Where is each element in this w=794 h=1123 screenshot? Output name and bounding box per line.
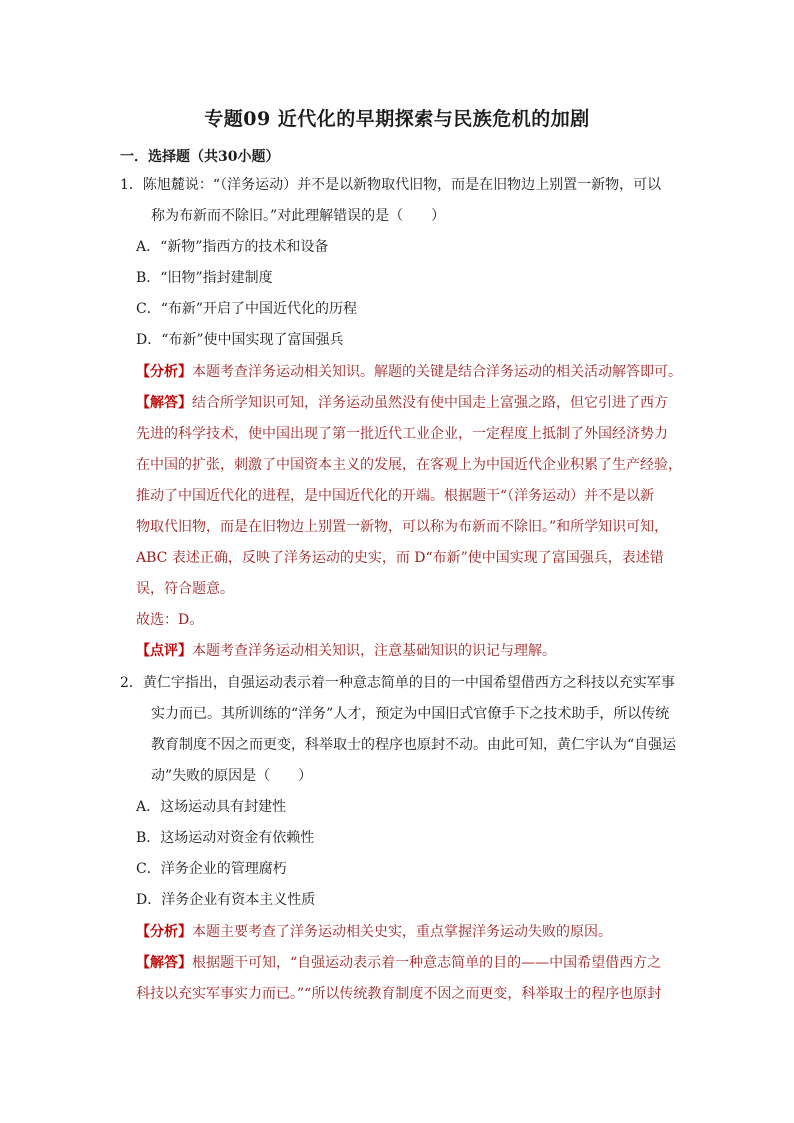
question-1-solution-line-4: 推动了中国近代化的进程，是中国近代化的开端。根据题干“（洋务运动）并不是以新 bbox=[136, 488, 655, 504]
solution-tag: 【解答】 bbox=[136, 395, 192, 411]
question-2-option-a: A．这场运动具有封建性 bbox=[136, 799, 287, 815]
section-heading: 一．选择题（共30小题） bbox=[120, 149, 280, 165]
question-1-solution-line-7: 误，符合题意。 bbox=[136, 581, 234, 597]
question-1-option-c: C．“布新”开启了中国近代化的历程 bbox=[136, 301, 358, 317]
analysis-tag: 【分析】 bbox=[136, 924, 192, 940]
comment-tag: 【点评】 bbox=[136, 643, 192, 659]
question-1-comment: 【点评】本题考查洋务运动相关知识，注意基础知识的识记与理解。 bbox=[136, 643, 556, 659]
question-1-solution-line-2: 先进的科学技术，使中国出现了第一批近代工业企业，一定程度上抵制了外国经济势力 bbox=[136, 426, 668, 442]
question-2-solution-line-1: 【解答】根据题干可知，“自强运动表示着一种意志简单的目的——中国希望借西方之 bbox=[136, 955, 662, 971]
question-2-option-c: C．洋务企业的管理腐朽 bbox=[136, 861, 287, 877]
question-1-solution-line-1: 【解答】结合所学知识可知，洋务运动虽然没有使中国走上富强之路，但它引进了西方 bbox=[136, 395, 668, 411]
analysis-tag: 【分析】 bbox=[136, 364, 192, 380]
question-number: 1． bbox=[120, 177, 143, 193]
question-2-option-b: B．这场运动对资金有依赖性 bbox=[136, 830, 315, 846]
question-1-option-d: D．“布新”使中国实现了富国强兵 bbox=[136, 332, 344, 348]
question-1-option-b: B．“旧物”指封建制度 bbox=[136, 270, 273, 286]
question-number: 2． bbox=[120, 675, 143, 691]
question-1-solution-line-5: 物取代旧物，而是在旧物边上别置一新物，可以称为布新而不除旧。”和所学知识可知， bbox=[136, 519, 669, 535]
question-2-option-d: D．洋务企业有资本主义性质 bbox=[136, 892, 316, 908]
question-1-stem-line-2: 称为布新而不除旧。”对此理解错误的是（ ） bbox=[151, 208, 446, 224]
question-1-analysis: 【分析】本题考查洋务运动相关知识。解题的关键是结合洋务运动的相关活动解答即可。 bbox=[136, 364, 682, 380]
page-title: 专题09 近代化的早期探索与民族危机的加剧 bbox=[204, 108, 590, 130]
question-2-solution-line-2: 科技以充实军事实力而已。”“所以传统教育制度不因之而更变，科举取士的程序也原封 bbox=[136, 986, 662, 1002]
question-2-stem-line-4: 动”失败的原因是（ ） bbox=[151, 768, 313, 784]
question-1-solution-line-3: 在中国的扩张，刺激了中国资本主义的发展，在客观上为中国近代企业积累了生产经验， bbox=[136, 457, 682, 473]
question-2-stem-line-2: 实力而已。其所训练的“洋务”人才，预定为中国旧式官僚手下之技术助手，所以传统 bbox=[151, 706, 670, 722]
solution-tag: 【解答】 bbox=[136, 955, 192, 971]
question-1-answer: 故选：D。 bbox=[136, 612, 204, 628]
question-2-stem-line-1: 2．黄仁宇指出，自强运动表示着一种意志简单的目的一中国希望借西方之科技以充实军事 bbox=[120, 675, 675, 691]
question-1-solution-line-6: ABC 表述正确，反映了洋务运动的史实，而 D“布新”使中国实现了富国强兵，表述错 bbox=[136, 550, 664, 566]
question-2-stem-line-3: 教育制度不因之而更变，科举取士的程序也原封不动。由此可知，黄仁宇认为“自强运 bbox=[151, 737, 677, 753]
question-1-stem-line-1: 1．陈旭麓说：“（洋务运动）并不是以新物取代旧物，而是在旧物边上别置一新物，可以 bbox=[120, 177, 662, 193]
question-1-option-a: A．“新物”指西方的技术和设备 bbox=[136, 239, 329, 255]
question-2-analysis: 【分析】本题主要考查了洋务运动相关史实，重点掌握洋务运动失败的原因。 bbox=[136, 924, 612, 940]
